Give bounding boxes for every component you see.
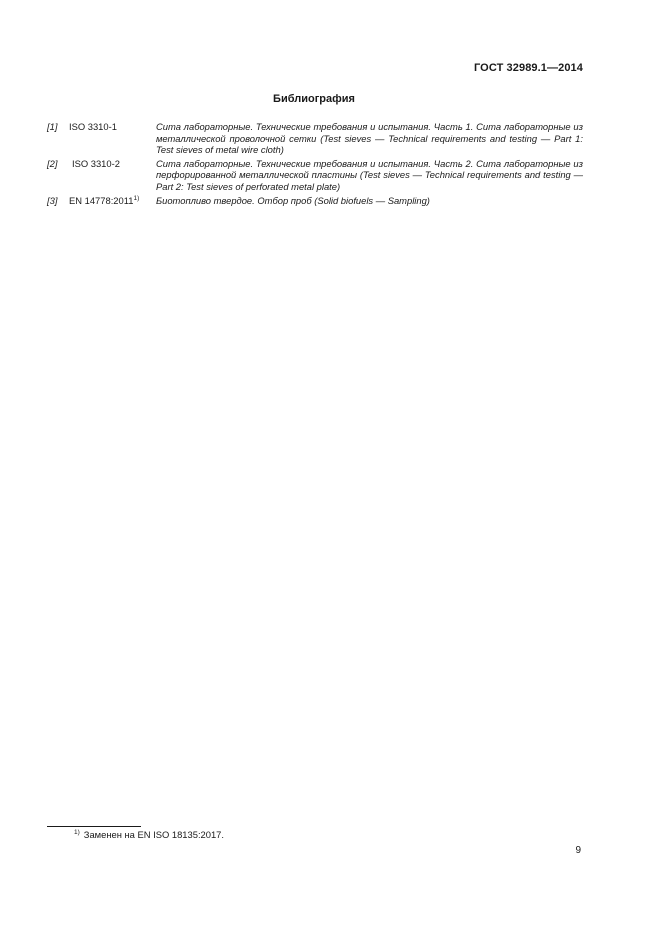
page-number: 9: [575, 845, 581, 856]
entry-title: Сита лабораторные. Технические требования и испытания. Часть 1. Сита лабораторные из металлической проволочной сетки (Test sieves — Technical requirements and testing — Part 1: Test sieves of metal wire cloth): [156, 121, 583, 156]
entry-code: ISO 3310-2: [72, 157, 120, 169]
footnote-reference-mark: 1): [133, 194, 140, 202]
entry-number: [2]: [47, 157, 58, 169]
standard-code: ГОСТ 32989.1—2014: [473, 62, 583, 74]
entry-number: [1]: [47, 121, 58, 132]
footnote-mark: 1): [74, 828, 80, 836]
bibliography-list: [47, 121, 583, 208]
footnote-separator: [47, 826, 141, 827]
entry-number: [3]: [47, 194, 58, 206]
section-title: Библиография: [273, 93, 355, 105]
entry-code-wrapper: [69, 195, 157, 207]
entry-code: ISO 3310-1: [69, 121, 117, 132]
entry-title: Биотопливо твердое. Отбор проб (Solid biofuels — Sampling): [156, 194, 430, 206]
entry-title: Сита лабораторные. Технические требования и испытания. Часть 2. Сита лабораторные из перфорированной металлической пластины (Test sieves — Technical requirements and testing — Part 2: Test sieves of perforated metal plate): [156, 157, 583, 192]
entry-code: EN 14778:2011: [69, 194, 134, 206]
bibliography-entry: [47, 158, 583, 193]
bibliography-entry: [47, 121, 583, 156]
footnote: [74, 829, 224, 840]
bibliography-entry: [47, 195, 583, 207]
footnote-text: Заменен на EN ISO 18135:2017.: [83, 829, 225, 840]
